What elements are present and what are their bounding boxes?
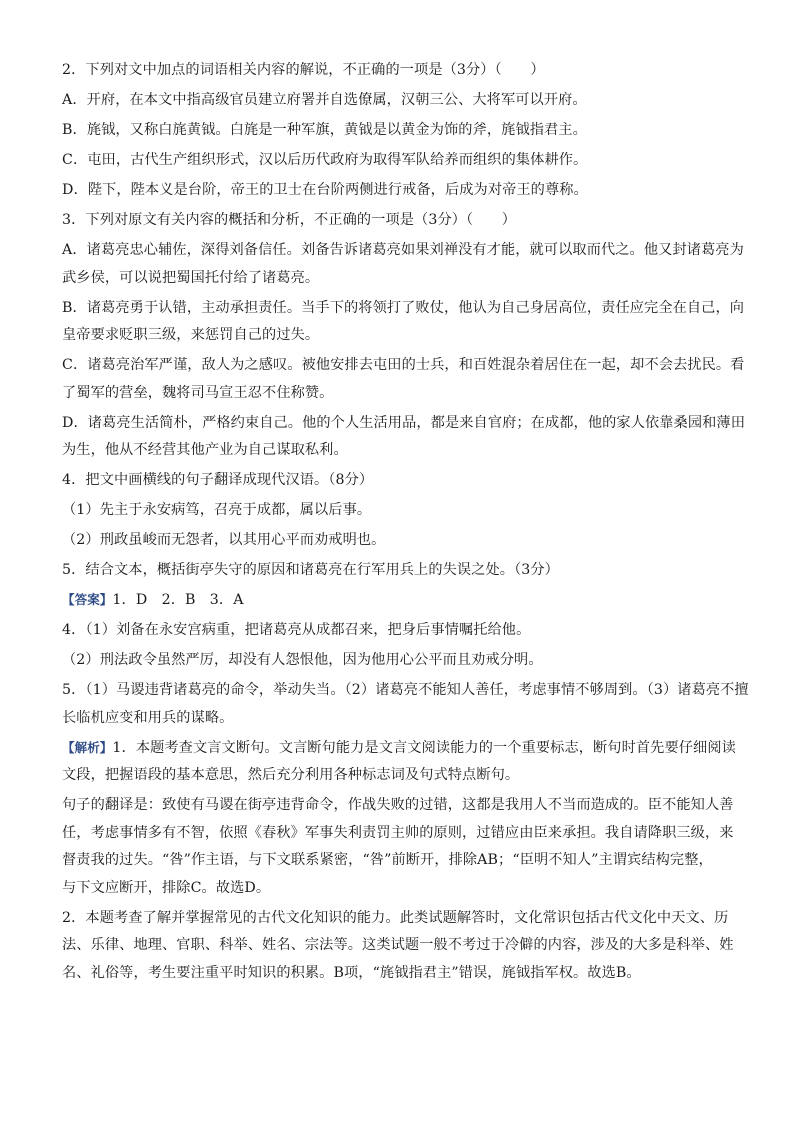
analysis-line-5: 督责我的过失。“咎”作主语，与下文联系紧密，“咎”前断开，排除AB；“臣明不知人”主谓宾结构完整， xyxy=(62,852,713,868)
question-3-option-d-line-1: D．诸葛亮生活简朴，严格约束自己。他的个人生活用品，都是来自官府；在成都，他的家人依靠桑园和薄田 xyxy=(62,414,745,431)
analysis-line-3: 句子的翻译是：致使有马谡在街亭违背命令，作战失败的过错，这都是我用人不当而造成的。臣不能知人善 xyxy=(62,797,734,813)
question-2-option-a: A．开府，在本文中指高级官员建立府署并自选僚属，汉朝三公、大将军可以开府。 xyxy=(62,92,587,108)
question-2-stem: 2．下列对文中加点的词语相关内容的解说，不正确的一项是（3分）（ ） xyxy=(62,62,545,78)
question-4-stem: 4．把文中画横线的句子翻译成现代汉语。（8分） xyxy=(62,472,374,488)
question-3-option-c-line-2: 了蜀军的营垒，魏将司马宣王忍不住称赞。 xyxy=(62,384,334,401)
answer-4-2: （2）刑法政令虽然严厉，却没有人怨恨他，因为他用心公平而且劝戒分明。 xyxy=(62,652,543,668)
answer-4-1: 4．（1）刘备在永安宫病重，把诸葛亮从成都召来，把身后事情嘱托给他。 xyxy=(62,622,531,638)
question-4-sentence-2: （2）刑政虽峻而无怨者，以其用心平而劝戒明也。 xyxy=(62,532,386,548)
answer-5-line-1: 5．（1）马谡违背诸葛亮的命令，举动失当。（2）诸葛亮不能知人善任，考虑事情不够周到。（3）诸葛亮不擅 xyxy=(62,682,749,698)
question-2-option-c: C．屯田，古代生产组织形式，汉以后历代政府为取得军队给养而组织的集体耕作。 xyxy=(62,152,588,168)
question-3-option-b-line-2: 皇帝要求贬职三级，来惩罚自己的过失。 xyxy=(62,327,320,343)
answer-tag: 【答案】 xyxy=(62,592,113,607)
question-3-option-a-line-2: 武乡侯，可以说把蜀国托付给了诸葛亮。 xyxy=(62,269,320,286)
question-3-stem: 3．下列对原文有关内容的概括和分析，不正确的一项是（3分）（ ） xyxy=(62,212,517,228)
analysis-line-8: 法、乐律、地理、官职、科举、姓名、宗法等。这类试题一般不考过于冷僻的内容，涉及的大多是科举、姓 xyxy=(62,937,734,953)
question-2-option-b: B．旄钺，又称白旄黄钺。白旄是一种军旗，黄钺是以黄金为饰的斧，旄钺指君主。 xyxy=(62,122,587,138)
question-3-option-c-line-1: C．诸葛亮治军严谨，敌人为之感叹。被他安排去屯田的士兵，和百姓混杂着居住在一起，却不会去扰民。看 xyxy=(62,357,745,373)
analysis-line-2: 文段，把握语段的基本意思，然后充分利用各种标志词及句式特点断句。 xyxy=(62,767,520,783)
analysis-line-7: 2．本题考查了解并掌握常见的古代文化知识的能力。此类试题解答时，文化常识包括古代文化中天文、历 xyxy=(62,909,729,926)
analysis-line-4: 任，考虑事情多有不智，依照《春秋》军事失利责罚主帅的原则，过错应由臣来承担。我自请降职三级，来 xyxy=(62,824,734,841)
question-5-stem: 5．结合文本，概括街亭失守的原因和诸葛亮在行军用兵上的失误之处。（3分） xyxy=(62,562,559,578)
analysis-first-text: 1．本题考查文言文断句。文言断句能力是文言文阅读能力的一个重要标志，断句时首先要仔细阅读 xyxy=(112,739,736,756)
question-2-option-d: D．陛下，陛本义是台阶，帝王的卫士在台阶两侧进行戒备，后成为对帝王的尊称。 xyxy=(62,182,588,198)
question-3-option-b-line-1: B．诸葛亮勇于认错，主动承担责任。当手下的将领打了败仗，他认为自己身居高位，责任应完全在自己，向 xyxy=(62,299,745,316)
answer-line xyxy=(62,590,752,610)
answer-5-line-2: 长临机应变和用兵的谋略。 xyxy=(62,709,234,726)
analysis-tag: 【解析】 xyxy=(62,739,113,755)
analysis-line-6: 与下文应断开，排除C。故选D。 xyxy=(62,879,271,896)
analysis-line-9: 名、礼俗等，考生要注重平时知识的积累。B项，“旄钺指君主”错误，旄钺指军权。故选B。 xyxy=(62,964,641,981)
question-3-option-a-line-1: A．诸葛亮忠心辅佐，深得刘备信任。刘备告诉诸葛亮如果刘禅没有才能，就可以取而代之。他又封诸葛亮为 xyxy=(62,242,744,258)
analysis-line-1 xyxy=(62,738,752,758)
answer-choices: 1．D 2．B 3．A xyxy=(112,592,244,608)
question-4-sentence-1: （1）先主于永安病笃，召亮于成都，属以后事。 xyxy=(62,502,372,518)
question-3-option-d-line-2: 为生，他从不经营其他产业为自己谋取私利。 xyxy=(62,442,348,458)
